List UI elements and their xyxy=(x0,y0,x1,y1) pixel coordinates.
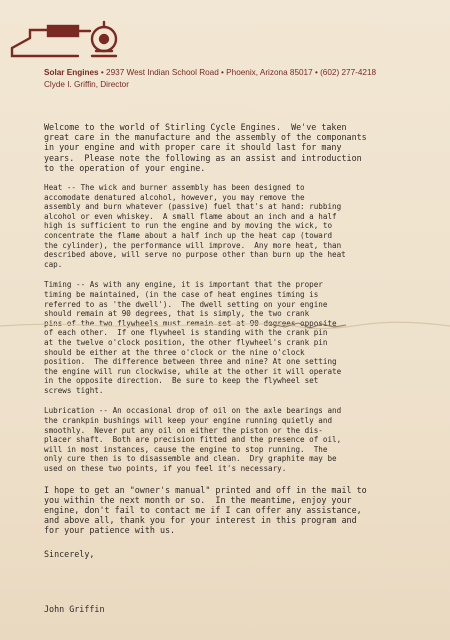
letterhead xyxy=(44,68,444,89)
paper-tear xyxy=(0,320,450,332)
timing-paragraph: Timing -- As with any engine, it is important that the proper timing be maintained, (in the case of heat engines timing is referred to as 'the dwell'). The dwell setting on your engine should remain at 90 degrees, that is simply, the two crank pins of the two flywheels must remain set at 90 degrees opposite of each other. If one flywheel is standing with the crank pin at the twelve o'clock position, the other flywheel's crank pin should be either at the three o'clock or the nine o'clock position. The difference between three and nine? At one setting the engine will run clockwise, while at the other it will operate in the opposite direction. Be sure to keep the flywheel set screws tight. xyxy=(44,280,342,395)
intro-paragraph: Welcome to the world of Stirling Cycle Engines. We've taken great care in the manufacture and the assembly of the componants in your engine and with proper care it should last for many years. Please note the following as an assist and introduction to the operation of your engine. xyxy=(44,122,367,173)
lubrication-paragraph: Lubrication -- An occasional drop of oil on the axle bearings and the crankpin bushings will keep your engine running quietly and smoothly. Never put any oil on either the piston or the dis- placer shaft. Both are precision fitted and the presence of oil, will in most instances, cause the engine to stop running. The only cure then is to disassemble and clean. Dry graphite may be used on these two points, if you feel it's necessary. xyxy=(44,406,342,474)
heat-paragraph: Heat -- The wick and burner assembly has been designed to accomodate denatured alcohol, however, you may remove the assembly and burn whatever (passive) fuel that's at hand: rubbing alcohol or even whiskey. A small flame about an inch and a half high is sufficient to run the engine and by moving the wick, to concentrate the flame about a half inch up the heat cap (toward the cylinder), the performance will improve. Any more heat, than described above, will serve no purpose other than burn up the heat cap. xyxy=(44,183,346,269)
letter-body xyxy=(44,122,442,559)
stirling-engine-logo-icon xyxy=(8,18,120,62)
closing-paragraph: I hope to get an "owner's manual" printed and off in the mail to you within the next month or so. In the meantime, enjoy your engine, don't fail to contact me if I can offer any assistance, and above all, thank you for your interest in this program and for your patience with us. xyxy=(44,484,367,536)
sincerely-line: Sincerely, xyxy=(44,548,95,559)
company-name: Solar Engines xyxy=(44,68,99,77)
company-address: • 2937 West Indian School Road • Phoenix, Arizona 85017 • (602) 277-4218 xyxy=(100,68,377,77)
signature-name: John Griffin xyxy=(44,604,105,614)
director-name: Clyde I. Griffin, Director xyxy=(44,80,129,89)
letterhead-address-line xyxy=(44,68,444,77)
